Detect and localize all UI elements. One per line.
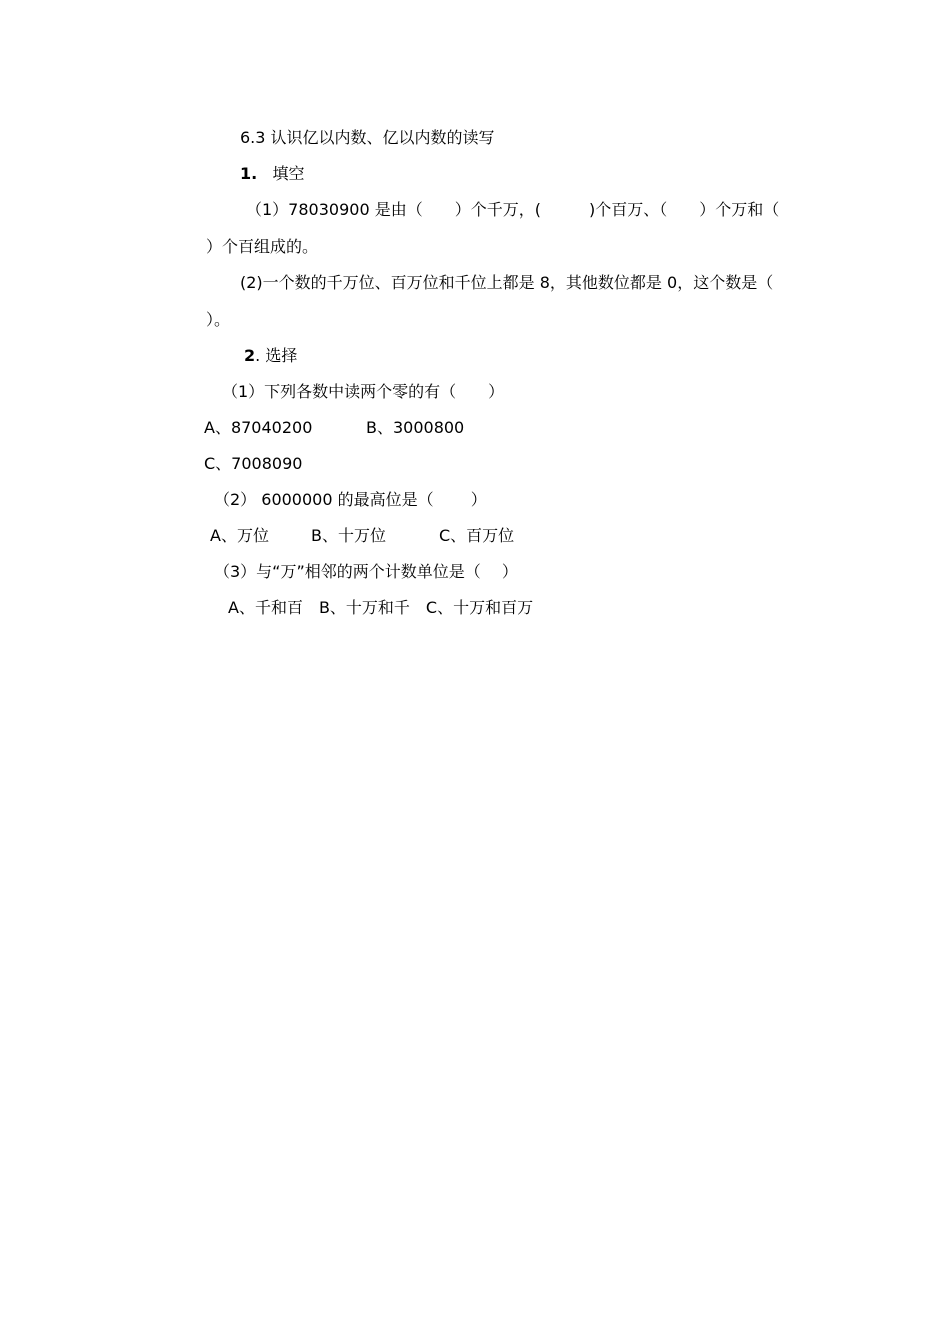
page-title: 6.3 认识亿以内数、亿以内数的读写 <box>240 128 495 147</box>
section-1-title: 填空 <box>272 164 305 183</box>
choice-question-2-option-c: C、百万位 <box>439 526 515 545</box>
choice-question-2-option-b: B、十万位 <box>311 526 386 545</box>
section-2-title: . 选择 <box>255 346 298 365</box>
section-1-heading <box>240 164 305 184</box>
choice-question-1-prompt: （1）下列各数中读两个零的有（ ） <box>222 382 505 401</box>
section-1-number: 1. <box>240 164 258 183</box>
choice-question-1-option-b: B、3000800 <box>366 418 465 437</box>
fill-question-1-line-1: （1）78030900 是由（ ）个千万，( )个百万、（ ）个万和（ <box>246 200 780 219</box>
choice-question-3-prompt: （3）与“万”相邻的两个计数单位是（ ） <box>214 562 518 581</box>
fill-question-2-line-2: ）。 <box>206 310 231 329</box>
fill-question-1-line-2: ）个百组成的。 <box>206 237 319 256</box>
choice-question-3-options: A、千和百 B、十万和千 C、十万和百万 <box>228 598 534 617</box>
section-2-number: 2 <box>244 346 256 365</box>
fill-question-2-line-1: (2)一个数的千万位、百万位和千位上都是 8，其他数位都是 0，这个数是（ <box>240 273 774 292</box>
section-2-heading <box>244 346 297 366</box>
choice-question-1-option-c: C、7008090 <box>204 454 303 473</box>
choice-question-2-prompt: （2） 6000000 的最高位是（ ） <box>214 490 487 509</box>
choice-question-1-option-a: A、87040200 <box>204 418 313 437</box>
choice-question-2-option-a: A、万位 <box>210 526 269 545</box>
